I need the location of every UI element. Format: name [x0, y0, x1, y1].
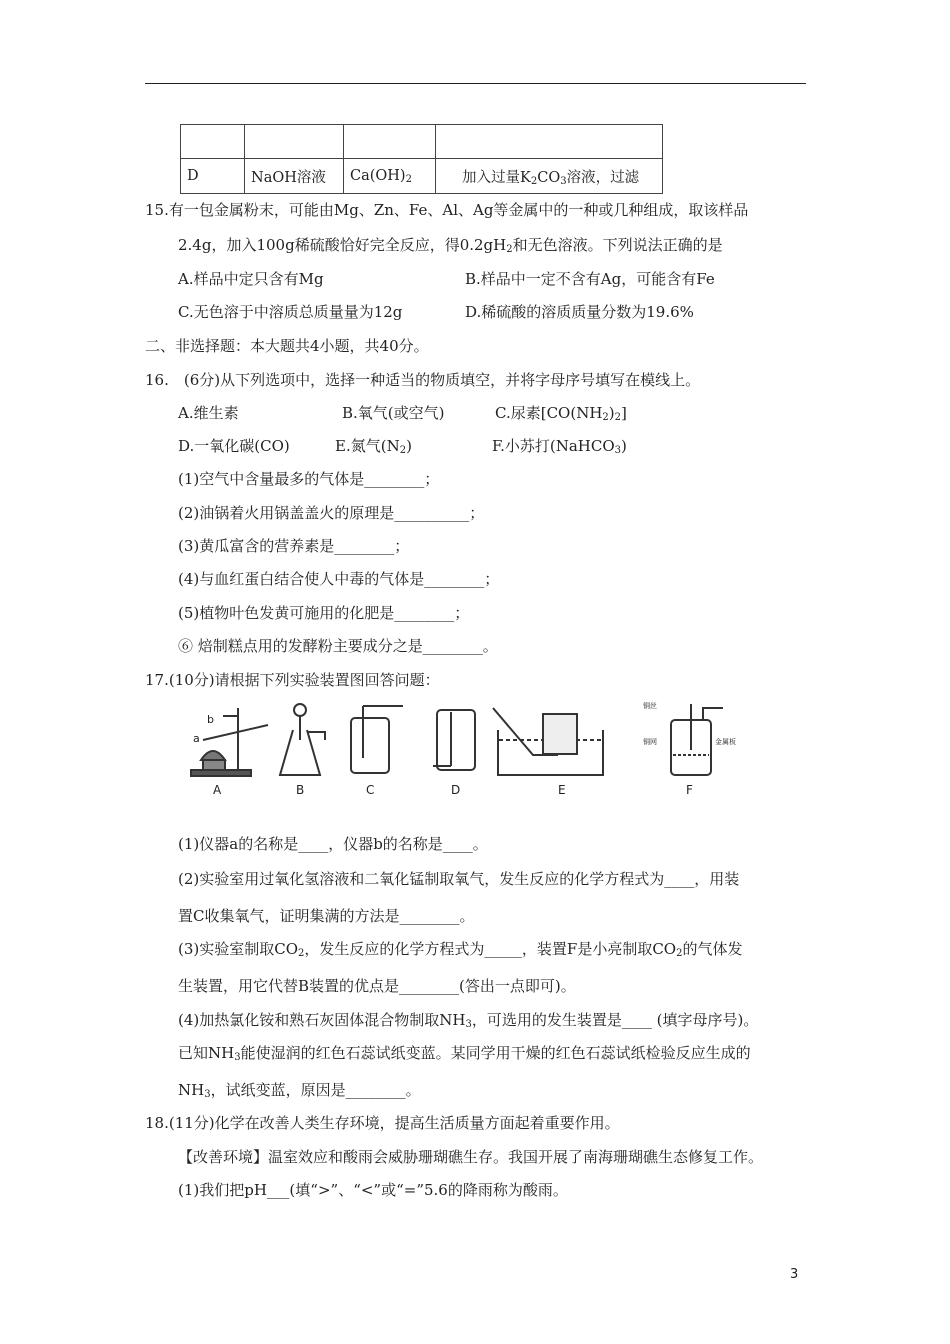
q16-option-e: E.氮气$(N_2)$	[335, 437, 412, 456]
q15-option-b: B.样品中一定不含有Ag，可能含有Fe	[465, 270, 715, 288]
q16-option-c: C.尿素$[CO(NH_2)_2]$	[495, 404, 627, 423]
fig-f-label-mesh: 铜网	[643, 738, 657, 746]
table-cell: $Ca(OH)_2$	[344, 159, 436, 194]
fig-caption-b: B	[296, 783, 305, 797]
table-cell: D	[181, 159, 245, 194]
q17-stem: 17.(10分)请根据下列实验装置图回答问题：	[145, 671, 440, 689]
q15-stem: 15.有一包金属粉末，可能由Mg、Zn、Fe、Al、Ag等金属中的一种或几种组成，取该样品	[145, 201, 749, 219]
table-cell: NaOH溶液	[245, 159, 344, 194]
q15-stem-cont: 2.4g，加入100g稀硫酸恰好完全反应，得$0.2gH_2$和无色溶液。下列说法正确的是	[178, 236, 723, 255]
fig-caption-a: A	[213, 783, 222, 797]
fig-f-label-wire: 铜丝	[643, 702, 657, 710]
q17-sub3-line1: (3)实验室制取$CO_2$，发生反应的化学方程式为_____，装置F是小亮制取$CO_2$的气体发	[178, 940, 743, 959]
fig-caption-f: F	[686, 783, 693, 797]
q18-line2: 【改善环境】温室效应和酸雨会威胁珊瑚礁生存。我国开展了南海珊瑚礁生态修复工作。	[178, 1148, 764, 1166]
fig-caption-c: C	[366, 783, 375, 797]
q17-sub3-line2: 生装置，用它代替B装置的优点是________(答出一点即可)。	[178, 977, 576, 995]
q17-sub2-line1: (2)实验室用过氧化氢溶液和二氧化锰制取氧气，发生反应的化学方程式为____，用装	[178, 870, 740, 888]
q18-line3: (1)我们把pH___(填“>”、“<”或“=”5.6的降雨称为酸雨。	[178, 1181, 568, 1199]
q16-sub6: ⑥ 焙制糕点用的发酵粉主要成分之是________。	[178, 637, 498, 655]
q16-sub2: (2)油锅着火用锅盖盖火的原理是__________；	[178, 504, 485, 522]
table-cell	[181, 125, 245, 159]
lab-apparatus-figure	[183, 700, 743, 800]
q17-sub4-line2: 已知$NH_3$能使湿润的红色石蕊试纸变蓝。某同学用干燥的红色石蕊试纸检验反应生成的	[178, 1044, 751, 1063]
q16-sub1: (1)空气中含量最多的气体是________；	[178, 470, 440, 488]
q18-stem: 18.(11分)化学在改善人类生存环境，提高生活质量方面起着重要作用。	[145, 1114, 620, 1132]
q16-sub5: (5)植物叶色发黄可施用的化肥是________；	[178, 604, 470, 622]
q15-option-a: A.样品中定只含有Mg	[178, 270, 324, 288]
header-rule	[145, 83, 806, 84]
fig-caption-e: E	[558, 783, 566, 797]
fig-caption-d: D	[451, 783, 461, 797]
q15-option-d: D.稀硫酸的溶质质量分数为19.6%	[465, 303, 694, 321]
q15-option-c: C.无色溶于中溶质总质量量为12g	[178, 303, 403, 321]
options-table	[180, 124, 663, 194]
fig-mark-b: b	[207, 713, 214, 726]
q16-option-d: D.一氧化碳(CO)	[178, 437, 290, 455]
q17-sub4-line3: $NH_3$，试纸变蓝，原因是________。	[178, 1081, 421, 1100]
q16-sub3: (3)黄瓜富含的营养素是________；	[178, 537, 410, 555]
table-row	[181, 125, 663, 159]
apparatus-c-icon	[351, 706, 403, 773]
q17-sub2-line2: 置C收集氧气，证明集满的方法是________。	[178, 907, 475, 925]
q16-option-f: F.小苏打(NaHCO$_3$)	[492, 437, 627, 456]
table-cell: 加入过量$K_2CO_3$溶液，过滤	[436, 159, 663, 194]
fig-mark-a: a	[193, 732, 200, 745]
fig-f-label-plate: 金属板	[715, 738, 736, 746]
q16-option-b: B.氧气(或空气)	[342, 404, 445, 422]
table-cell	[436, 125, 663, 159]
apparatus-f-icon	[643, 701, 736, 775]
table-cell	[344, 125, 436, 159]
q17-sub1: (1)仪器a的名称是____，仪器b的名称是____。	[178, 835, 488, 853]
apparatus-b-icon	[280, 704, 325, 775]
section-heading: 二、非选择题：本大题共4小题，共40分。	[145, 337, 429, 355]
apparatus-d-icon	[433, 710, 475, 770]
q16-option-a: A.维生素	[178, 404, 239, 422]
table-row	[181, 159, 663, 194]
page-number: 3	[790, 1267, 799, 1282]
q16-stem: 16. (6分)从下列选项中，选择一种适当的物质填空，并将字母序号填写在模线上。	[145, 371, 701, 389]
apparatus-a-icon	[191, 708, 268, 776]
q17-sub4-line1: (4)加热氯化铵和熟石灰固体混合物制取$NH_3$，可选用的发生装置是____ (填字母序号)。	[178, 1011, 759, 1030]
apparatus-e-icon	[493, 708, 603, 775]
q16-sub4: (4)与血红蛋白结合使人中毒的气体是________；	[178, 570, 500, 588]
table-cell	[245, 125, 344, 159]
